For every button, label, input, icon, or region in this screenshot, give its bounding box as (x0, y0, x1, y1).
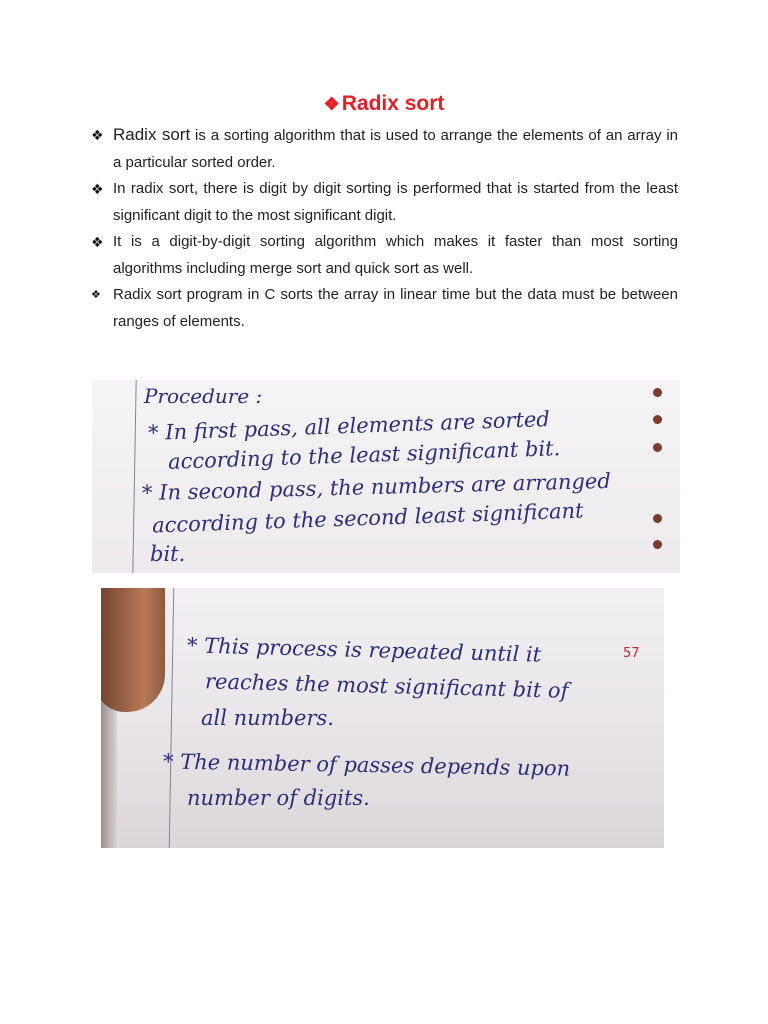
handwritten-line: bit. (150, 542, 186, 566)
binding-hole (653, 540, 662, 549)
binding-hole (653, 415, 662, 424)
title-text: Radix sort (341, 92, 445, 115)
list-item (90, 122, 678, 176)
page-title (0, 92, 768, 116)
handwritten-line: according to the least significant bit. (167, 436, 561, 474)
diamond-bullet-icon: ❖ (91, 234, 104, 250)
binding-hole (653, 443, 662, 452)
margin-line (132, 380, 136, 573)
handwritten-notes-photo-2 (101, 588, 664, 848)
handwritten-notes-photo-1 (92, 380, 680, 573)
handwritten-line: according to the second least significant (151, 498, 584, 538)
margin-line (169, 588, 175, 848)
diamond-bullet-icon: ❖ (91, 127, 104, 143)
handwritten-line: * In first pass, all elements are sorted (147, 406, 551, 446)
list-item (90, 229, 678, 282)
binding-hole (653, 388, 662, 397)
handwritten-line: Procedure : (144, 384, 263, 408)
bullet-text: Radix sort program in C sorts the array in linear time but the data must be between ranges of elements. (113, 286, 678, 330)
handwritten-line: number of digits. (187, 786, 370, 810)
finger-image (101, 588, 165, 712)
bullet-list (90, 122, 678, 335)
diamond-bullet-icon: ❖ (91, 289, 101, 301)
handwritten-line: * The number of passes depends upon (162, 749, 571, 781)
diamond-bullet-icon: ❖ (91, 181, 104, 197)
list-item (90, 176, 678, 229)
handwritten-line: all numbers. (201, 706, 334, 730)
handwritten-line: * This process is repeated until it (186, 633, 542, 667)
title-bullet-icon: ❖ (323, 94, 340, 114)
bullet-text: In radix sort, there is digit by digit sorting is performed that is started from the least significant digit to the most significant digit. (113, 180, 678, 224)
binding-hole (653, 514, 662, 523)
list-item (90, 282, 678, 335)
handwritten-line: reaches the most significant bit of (204, 669, 569, 703)
bullet-text: It is a digit-by-digit sorting algorithm which makes it faster than most sorting algorithms including merge sort and quick sort as well. (113, 233, 678, 277)
handwritten-line: * In second pass, the numbers are arranged (141, 468, 612, 506)
bullet-lead: Radix sort (113, 125, 191, 144)
bullet-text: is a sorting algorithm that is used to arrange the elements of an array in a particular sorted order. (113, 127, 678, 171)
page-number: 57 (623, 646, 640, 661)
